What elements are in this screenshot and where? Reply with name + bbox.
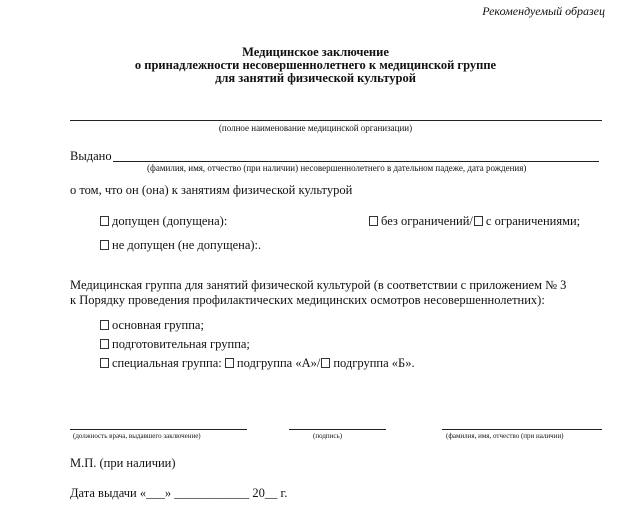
- document-title: [0, 46, 631, 85]
- recommended-sample-note: Рекомендуемый образец: [482, 4, 605, 18]
- no-limits-checkbox[interactable]: [369, 216, 378, 226]
- doctor-name-caption: (фамилия, имя, отчество (при наличии): [446, 432, 564, 440]
- basic-group-label: основная группа;: [112, 318, 204, 332]
- preparatory-group-label: подготовительная группа;: [112, 337, 250, 351]
- subgroup-a-label: подгруппа «А»/: [236, 356, 321, 370]
- admitted-checkbox[interactable]: [100, 216, 109, 226]
- admitted-label: допущен (допущена):: [112, 214, 228, 228]
- medical-group-paragraph: [70, 278, 606, 308]
- with-limits-label: с ограничениями;: [485, 214, 581, 228]
- with-limits-checkbox[interactable]: [474, 216, 483, 226]
- issue-date: [70, 486, 287, 501]
- subgroup-b-label: подгруппа «Б».: [333, 356, 415, 370]
- issued-caption: (фамилия, имя, отчество (при наличии) несовершеннолетнего в дательном падеже, дата рождения): [147, 163, 527, 173]
- not-admitted-label: не допущен (не допущена):.: [112, 238, 262, 252]
- admitted-option: [100, 214, 227, 229]
- basic-group-option: [100, 318, 204, 333]
- issued-label: Выдано: [70, 149, 112, 163]
- special-group-label: специальная группа:: [112, 356, 222, 370]
- org-name-caption: (полное наименование медицинской организации): [218, 123, 413, 133]
- issue-year[interactable]: 20__ г.: [249, 486, 288, 500]
- limits-options: [369, 214, 580, 229]
- doctor-name-line[interactable]: [442, 429, 602, 430]
- issue-month-blank[interactable]: ____________: [174, 486, 250, 500]
- preparatory-group-option: [100, 337, 250, 352]
- special-group-option: [100, 356, 415, 371]
- org-name-line[interactable]: [70, 120, 602, 121]
- no-limits-label: без ограничений/: [381, 214, 473, 228]
- not-admitted-option: [100, 238, 261, 253]
- medical-group-line-1: Медицинская группа для занятий физической культурой (в соответствии с приложением № 3: [70, 278, 567, 292]
- subgroup-b-checkbox[interactable]: [321, 358, 330, 368]
- preparatory-group-checkbox[interactable]: [100, 339, 109, 349]
- issue-date-mid: »: [164, 486, 175, 500]
- signature-caption: (подпись): [313, 432, 343, 440]
- doctor-position-caption: (должность врача, выдавшего заключение): [73, 432, 201, 440]
- title-line-3: для занятий физической культурой: [215, 71, 416, 85]
- title-line-1: Медицинское заключение: [242, 45, 389, 59]
- not-admitted-checkbox[interactable]: [100, 240, 109, 250]
- title-line-2: о принадлежности несовершеннолетнего к медицинской группе: [134, 58, 497, 72]
- about-text: о том, что он (она) к занятиям физической культурой: [70, 183, 353, 197]
- issue-day-blank[interactable]: ___: [146, 486, 165, 500]
- special-group-checkbox[interactable]: [100, 358, 109, 368]
- doctor-position-line[interactable]: [70, 429, 247, 430]
- issued-to-line[interactable]: [113, 161, 599, 162]
- basic-group-checkbox[interactable]: [100, 320, 109, 330]
- subgroup-a-checkbox[interactable]: [225, 358, 234, 368]
- medical-group-line-2: к Порядку проведения профилактических медицинских осмотров несовершеннолетних):: [70, 293, 545, 307]
- stamp-note: М.П. (при наличии): [70, 456, 176, 470]
- signature-line[interactable]: [289, 429, 386, 430]
- issue-date-label: Дата выдачи «: [70, 486, 147, 500]
